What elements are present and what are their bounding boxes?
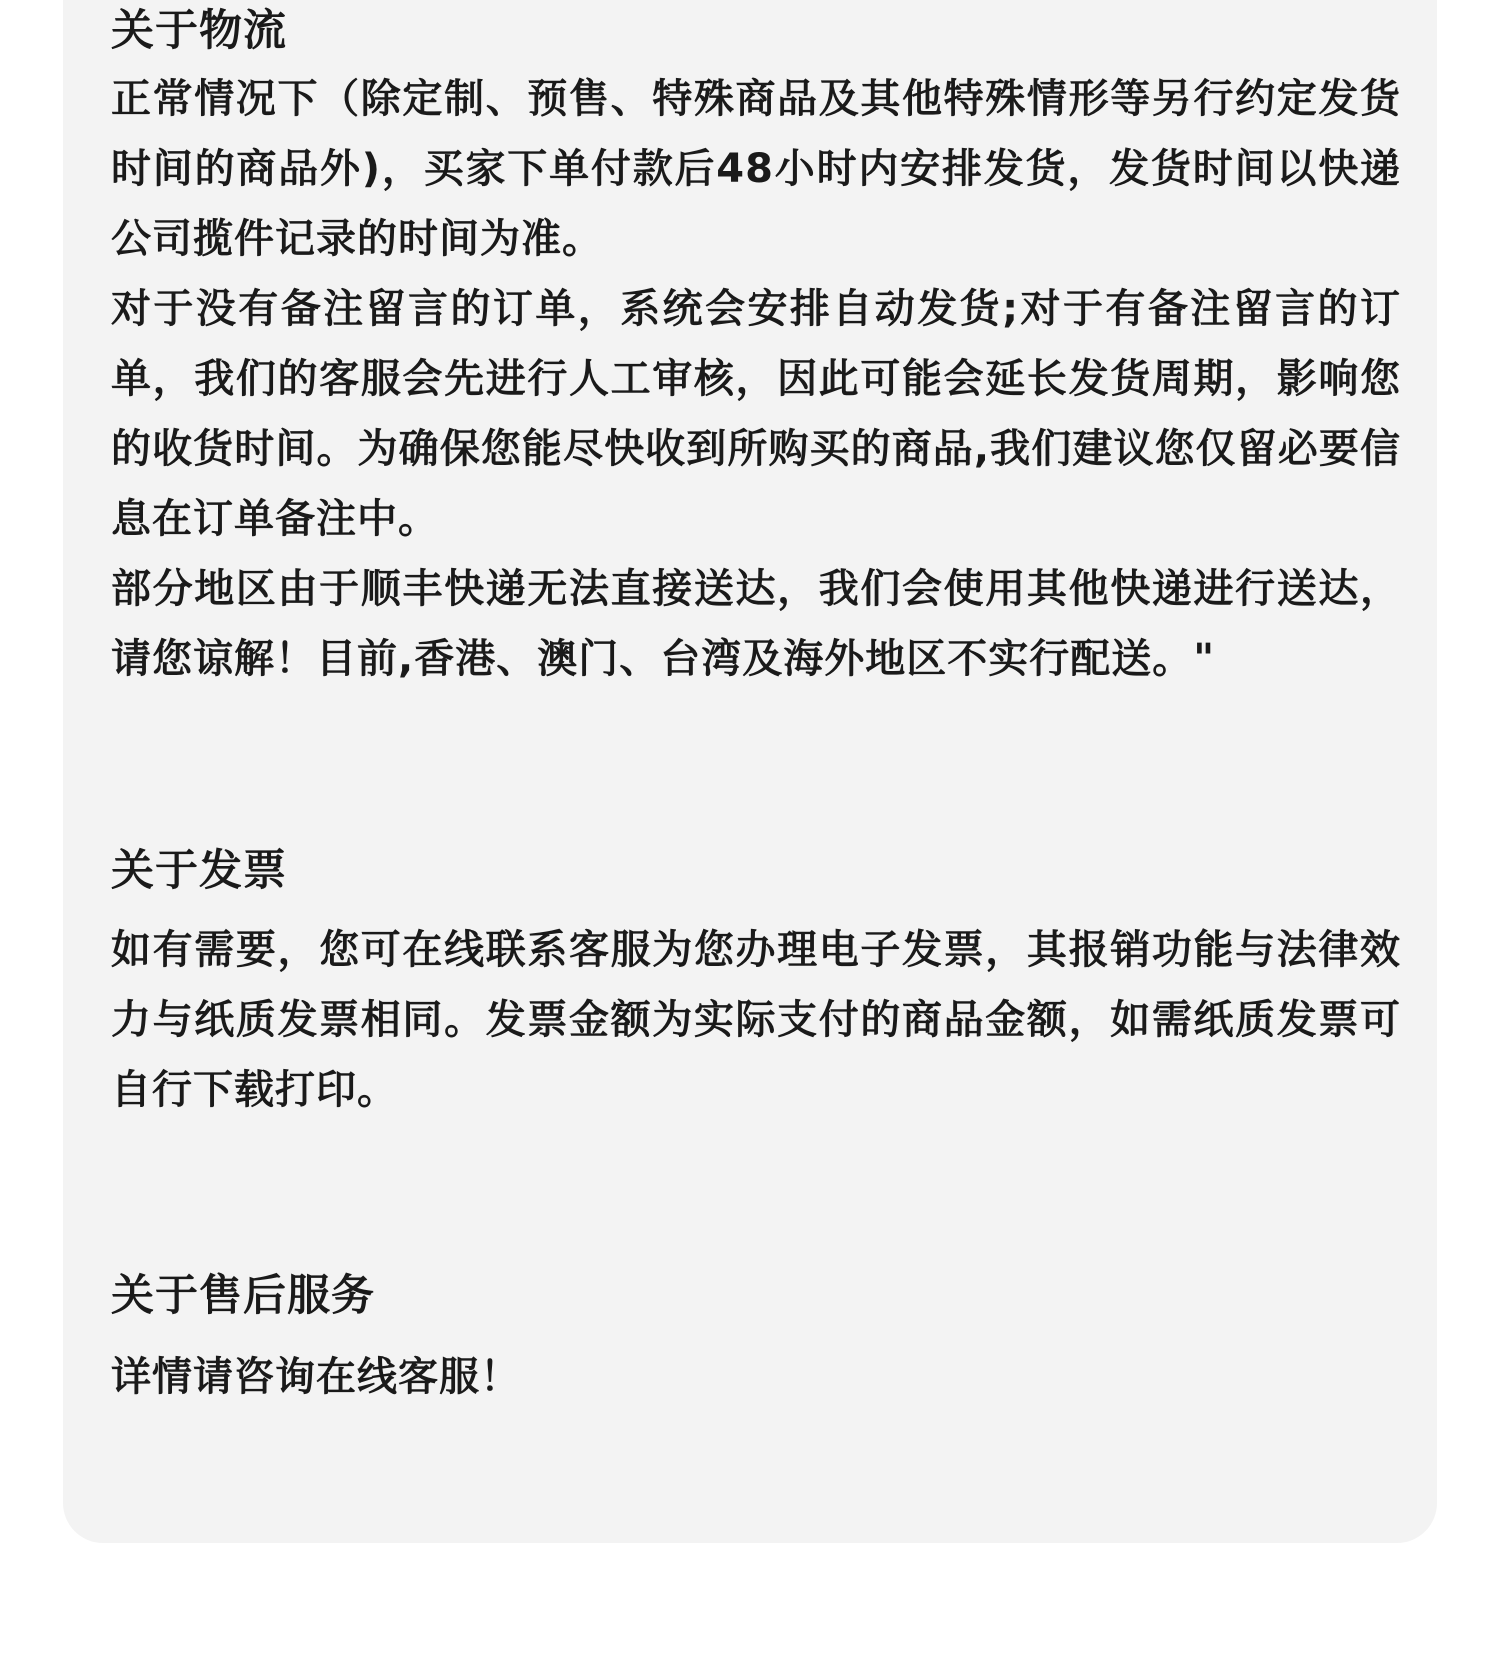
logistics-paragraph-3: 部分地区由于顺丰快递无法直接送达，我们会使用其他快递进行送达，请您谅解！目前,香港、澳门、台湾及海外地区不实行配送。" (111, 566, 1401, 682)
invoice-section (111, 845, 1401, 1125)
logistics-section (111, 0, 1401, 694)
invoice-paragraph-1: 如有需要，您可在线联系客服为您办理电子发票，其报销功能与法律效力与纸质发票相同。发票金额为实际支付的商品金额，如需纸质发票可自行下载打印。 (111, 927, 1401, 1113)
aftersales-paragraph-1: 详情请咨询在线客服！ (111, 1354, 521, 1400)
logistics-title: 关于物流 (111, 6, 287, 56)
aftersales-section (111, 1270, 1401, 1412)
logistics-paragraph-2: 对于没有备注留言的订单，系统会安排自动发货;对于有备注留言的订单，我们的客服会先进行人工审核，因此可能会延长发货周期，影响您的收货时间。为确保您能尽快收到所购买的商品,我们建议您仅留必要信息在订单备注中。 (111, 286, 1401, 542)
logistics-paragraph-1: 正常情况下（除定制、预售、特殊商品及其他特殊情形等另行约定发货时间的商品外)，买家下单付款后48小时内安排发货，发货时间以快递公司揽件记录的时间为准。 (111, 76, 1401, 262)
aftersales-title: 关于售后服务 (111, 1271, 375, 1321)
invoice-title: 关于发票 (111, 846, 287, 896)
